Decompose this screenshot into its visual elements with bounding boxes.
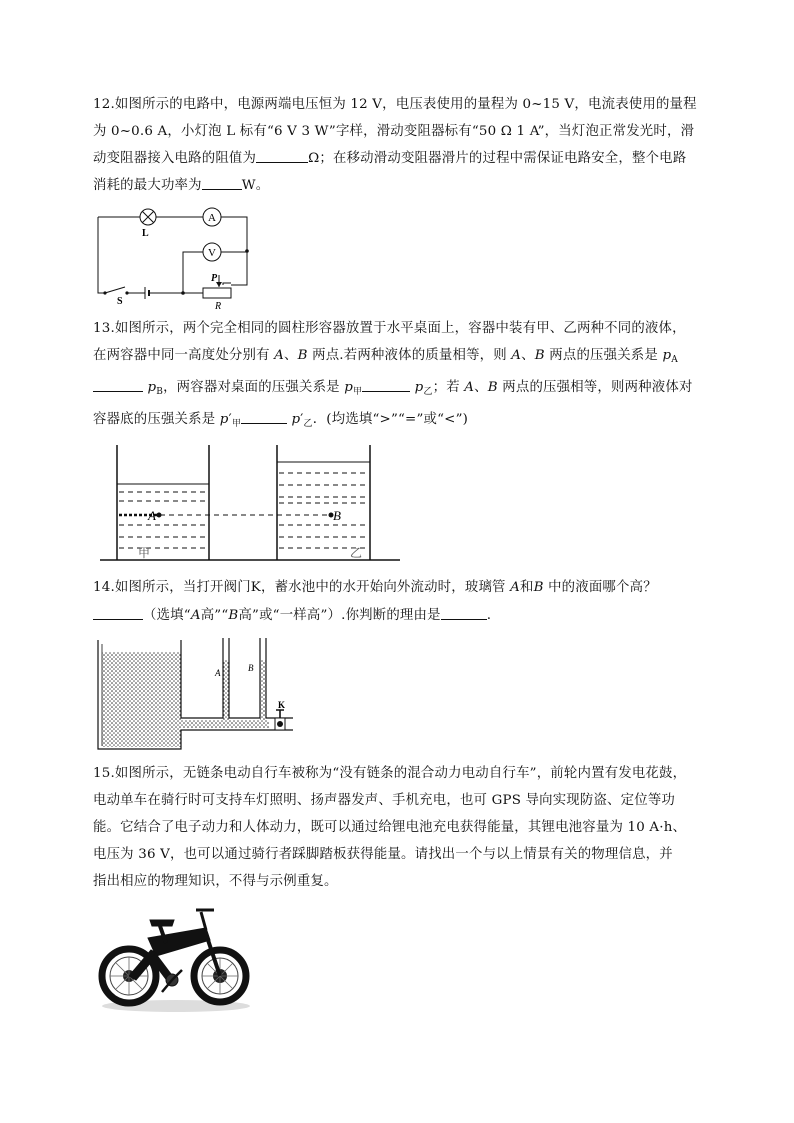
q15-line-1	[93, 765, 686, 783]
tube-a-label: A	[215, 668, 221, 678]
tube-a-ref-2: A	[190, 608, 201, 623]
q12-line-1	[93, 96, 697, 114]
prime-mark: ′	[228, 412, 232, 427]
subscript-yi: 乙	[423, 387, 433, 397]
answer-blank-higher-tube[interactable]	[93, 607, 143, 620]
q12-text-4b: W。	[241, 178, 270, 193]
point-b-label: B	[333, 508, 341, 523]
ammeter-icon	[203, 208, 221, 226]
q15-line-4	[93, 846, 673, 864]
q13-line-1	[93, 320, 686, 338]
voltmeter-label: V	[208, 247, 216, 259]
point-a-ref-2: A	[511, 348, 522, 363]
reservoir-water	[102, 652, 181, 747]
pipe-water	[181, 720, 269, 728]
q14-text-2c: 高”或“一样高”）.你判断的理由是	[238, 608, 441, 623]
reservoir-diagram	[95, 638, 310, 750]
q14-text-1a: 14.如图所示，当打开阀门K，蓄水池中的水开始向外流动时，玻璃管	[93, 580, 511, 595]
point-a-ref-3: A	[464, 380, 475, 395]
q15-text-2: 电动单车在骑行时可支持车灯照明、扬声器发声、手机充电，也可 GPS 导向实现防盗、定位等功	[93, 793, 676, 808]
q13-line-3	[93, 379, 693, 401]
tube-a-ref: A	[510, 580, 520, 595]
q12-text-1: 12.如图所示的电路中，电源两端电压恒为 12 V，电压表使用的量程为 0~15 V，电流表使用的量程	[93, 97, 697, 112]
q12-text-3b: Ω；在移动滑动变阻器滑片的过程中需保证电路安全，整个电路	[308, 151, 687, 166]
answer-blank-resistance[interactable]	[256, 150, 308, 163]
q15-text-3: 能。它结合了电子动力和人体动力，既可以通过给锂电池充电获得能量，其锂电池容量为 10 A·h、	[93, 820, 687, 835]
q15-line-3	[93, 819, 686, 837]
q15-text-5: 指出相应的物理知识，不得与示例重复。	[93, 874, 338, 889]
prime-mark-2: ′	[300, 412, 304, 427]
switch-contact	[125, 291, 128, 294]
point-b-ref-3: B	[487, 380, 498, 395]
q12-line-3	[93, 150, 686, 168]
point-a-ref: A	[274, 348, 285, 363]
switch-label: S	[117, 296, 123, 307]
answer-blank-pa-pb[interactable]	[93, 379, 143, 392]
tube-b-water	[260, 660, 266, 720]
left-container-walls	[117, 445, 209, 560]
rheostat-label: R	[215, 301, 222, 312]
q14-line-1	[93, 579, 657, 597]
bicycle-image	[96, 898, 256, 1013]
liquid-yi-label: 乙	[350, 546, 363, 560]
q14-conj: 和	[519, 580, 534, 595]
q14-text-2b: 高”“	[200, 608, 229, 623]
tube-b-label: B	[248, 663, 254, 673]
q12-text-4a: 消耗的最大功率为	[93, 178, 202, 193]
q15-line-2	[93, 792, 675, 810]
subscript-a: A	[671, 355, 678, 365]
point-a-label: A	[148, 508, 156, 523]
valve-k-icon	[275, 710, 285, 730]
voltmeter-icon	[203, 243, 221, 261]
q13-line-2	[93, 347, 678, 369]
answer-blank-table-pressure[interactable]	[362, 379, 410, 392]
slider-label: P	[211, 273, 218, 284]
symbol-p: p	[662, 348, 672, 363]
tube-b-ref-2: B	[228, 608, 239, 623]
subscript-jia-2: 甲	[231, 419, 242, 429]
q13-text-3d: ；若	[432, 380, 465, 395]
answer-blank-max-power[interactable]	[202, 177, 242, 190]
liquid-jia-label: 甲	[138, 546, 151, 560]
q14-text-1b: 中的液面哪个高？	[543, 580, 657, 595]
q14-text-2d: .	[486, 608, 492, 623]
q14-line-2	[93, 607, 491, 625]
q13-text-2c: 两点的压强关系是	[544, 348, 663, 363]
q13-text-3b: ，两容器对桌面的压强关系是	[163, 380, 345, 395]
separator-2: 、	[521, 348, 535, 363]
junction-dot	[181, 291, 185, 295]
valve-k-label: K	[278, 700, 286, 710]
q12-text-3a: 动变阻器接入电路的阻值为	[93, 151, 257, 166]
lamp-icon	[140, 209, 156, 225]
symbol-p-yi: p	[414, 380, 424, 395]
q13-text-2a: 在两容器中同一高度处分别有	[93, 348, 275, 363]
q15-text-1: 15.如图所示，无链条电动自行车被称为“没有链条的混合动力电动自行车”，前轮内置有发电花鼓，	[93, 766, 687, 781]
q12-line-4	[93, 177, 269, 195]
point-a-dot	[157, 513, 162, 518]
symbol-p-prime-yi: p	[291, 412, 301, 427]
circuit-diagram	[95, 203, 265, 312]
ammeter-label: A	[208, 212, 216, 224]
subscript-jia: 甲	[353, 387, 363, 397]
answer-blank-reason[interactable]	[441, 607, 487, 620]
symbol-p-jia: p	[344, 380, 353, 395]
subscript-yi-2: 乙	[303, 419, 313, 429]
q15-line-5	[93, 873, 338, 891]
q14-text-2a: （选填“	[143, 608, 191, 623]
q13-text-2b: 两点.若两种液体的质量相等，则	[307, 348, 512, 363]
lamp-label: L	[142, 228, 149, 239]
separator: 、	[284, 348, 298, 363]
symbol-p-b: p	[147, 380, 157, 395]
symbol-p-prime-jia: p	[219, 412, 229, 427]
tube-b-ref: B	[533, 580, 544, 595]
q13-text-4a: 容器底的压强关系是	[93, 412, 220, 427]
q13-text-4d: ．(均选填“>”“=”或“<”)	[312, 412, 469, 427]
tube-a-water	[223, 660, 229, 720]
q13-line-4	[93, 411, 468, 433]
answer-blank-bottom-pressure[interactable]	[241, 411, 287, 424]
switch-pivot	[103, 291, 106, 294]
q12-line-2	[93, 123, 694, 141]
containers-diagram	[100, 440, 400, 565]
q12-text-2: 为 0~0.6 A，小灯泡 L 标有“6 V 3 W”字样，滑动变阻器标有“50 Ω 1 A”，当灯泡正常发光时，滑	[93, 124, 695, 139]
q13-text-3e: 两点的压强相等，则两种液体对	[497, 380, 693, 395]
junction-dot-right	[245, 249, 249, 253]
q15-text-4: 电压为 36 V，也可以通过骑行者踩脚踏板获得能量。请找出一个与以上情景有关的物理信息，并	[93, 847, 673, 862]
point-b-ref-2: B	[534, 348, 545, 363]
point-b-ref: B	[297, 348, 308, 363]
q13-text-1: 13.如图所示，两个完全相同的圆柱形容器放置于水平桌面上，容器中装有甲、乙两种不同的液体，	[93, 321, 686, 336]
subscript-b: B	[156, 387, 164, 397]
separator-3: 、	[474, 380, 488, 395]
